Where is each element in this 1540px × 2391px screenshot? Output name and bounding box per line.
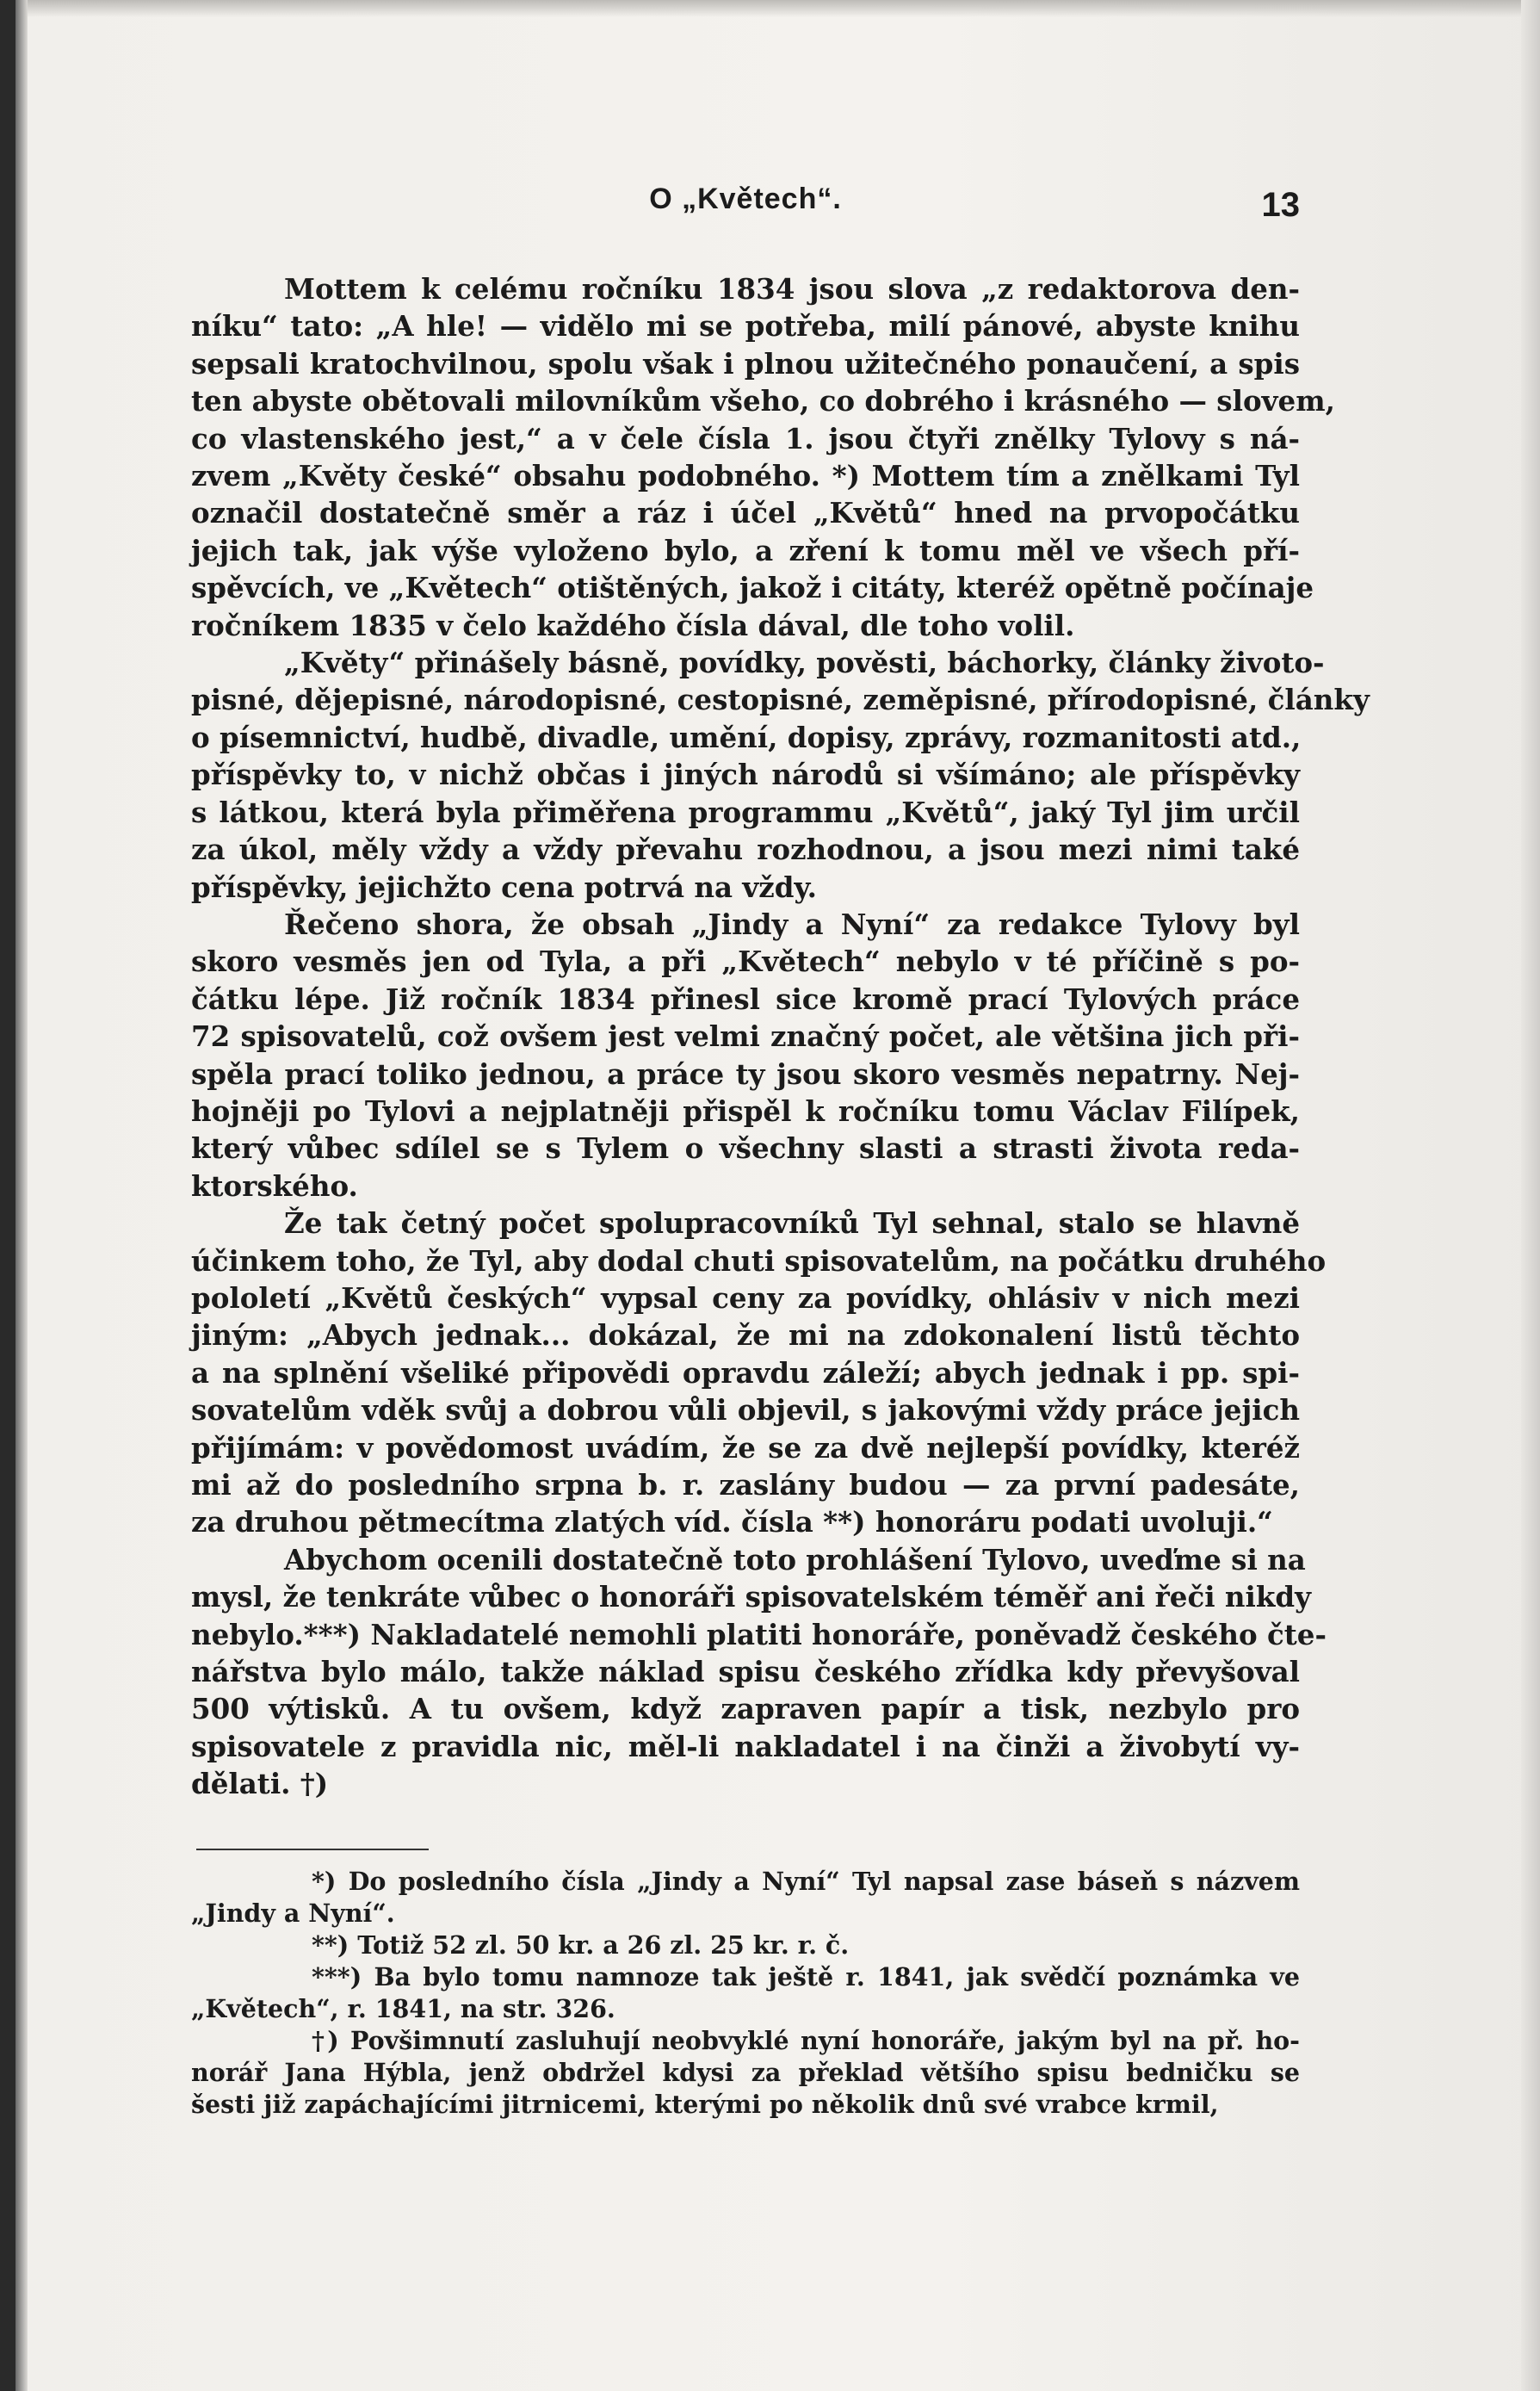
body-text: [191, 270, 1370, 1803]
text-line: jiným: „Abych jednak... dokázal, že mi na zdokonalení listů těchto: [191, 1318, 1300, 1353]
page-right-edge: [1521, 0, 1540, 2391]
footnotes: [191, 1866, 1300, 2121]
text-line: který vůbec sdílel se s Tylem o všechny slasti a strasti života reda-: [191, 1131, 1300, 1166]
footnote-line: ***) Ba bylo tomu namnoze tak ještě r. 1841, jak svědčí poznámka ve: [312, 1962, 1300, 1991]
footnote: [191, 1866, 1300, 1930]
text-line: 72 spisovatelů, což ovšem jest velmi značný počet, ale většina jich při-: [191, 1019, 1300, 1054]
text-line: s látkou, která byla přiměřena programmu „Květů“, jaký Tyl jim určil: [191, 795, 1300, 829]
footnote-line: †) Povšimnutí zasluhují neobvyklé nyní honoráře, jakým byl na př. ho-: [312, 2026, 1300, 2055]
footnote-line: „Květech“, r. 1841, na str. 326.: [191, 1994, 615, 2023]
text-line: sovatelům vděk svůj a dobrou vůli objevil, s jakovými vždy práce jejich: [191, 1393, 1300, 1428]
page-number: 13: [1261, 186, 1300, 224]
footnote-line: norář Jana Hýbla, jenž obdržel kdysi za překlad většího spisu bedničku se: [191, 2058, 1300, 2087]
paragraph: [191, 1205, 1327, 1541]
text-line: a na splnění všeliké připovědi opravdu záleží; abych jednak i pp. spi-: [191, 1355, 1300, 1390]
footnote: [191, 1961, 1300, 2025]
text-line: za druhou pětmecítma zlatých víd. čísla **) honoráru podati uvoluji.“: [191, 1505, 1273, 1539]
footnote-line: *) Do posledního čísla „Jindy a Nyní“ Tyl napsal zase báseň s názvem: [312, 1867, 1300, 1896]
text-line: účinkem toho, že Tyl, aby dodal chuti spisovatelům, na počátku druhého: [191, 1243, 1327, 1278]
text-line: příspěvky to, v nichž občas i jiných národů si všímáno; ale příspěvky: [191, 758, 1300, 792]
text-line: Řečeno shora, že obsah „Jindy a Nyní“ za redakce Tylovy byl: [284, 907, 1300, 941]
text-line: ten abyste obětovali milovníkům všeho, co dobrého i krásného — slovem,: [191, 384, 1335, 418]
text-line: sepsali kratochvilnou, spolu však i plnou užitečného ponaučení, a spis: [191, 346, 1300, 381]
book-spine-edge: [0, 0, 15, 2391]
text-line: za úkol, měly vždy a vždy převahu rozhodnou, a jsou mezi nimi také: [191, 833, 1300, 867]
text-line: co vlastenského jest,“ a v čele čísla 1. jsou čtyři znělky Tylovy s ná-: [191, 421, 1300, 455]
footnote-line: „Jindy a Nyní“.: [191, 1899, 395, 1928]
text-line: spisovatele z pravidla nic, měl-li nakladatel i na činži a živobytí vy-: [191, 1729, 1300, 1763]
text-line: označil dostatečně směr a ráz i účel „Květů“ hned na prvopočátku: [191, 496, 1300, 530]
footnote: [191, 2025, 1300, 2121]
text-line: zvem „Květy české“ obsahu podobného. *) Mottem tím a znělkami Tyl: [191, 459, 1300, 493]
text-line: ročníkem 1835 v čelo každého čísla dával, dle toho volil.: [191, 608, 1075, 642]
text-line: jejich tak, jak výše vyloženo bylo, a zření k tomu měl ve všech pří-: [191, 533, 1300, 567]
footnote-separator: [196, 1849, 429, 1850]
book-gutter-shadow: [15, 0, 28, 2391]
text-line: čátku lépe. Již ročník 1834 přinesl sice kromě prací Tylových práce: [191, 982, 1300, 1016]
text-line: pololetí „Květů českých“ vypsal ceny za povídky, ohlásiv v nich mezi: [191, 1280, 1300, 1315]
running-title: O „Květech“.: [649, 183, 842, 215]
text-line: níku“ tato: „A hle! — vidělo mi se potřeba, milí pánové, abyste knihu: [191, 309, 1300, 344]
scan-top-shadow: [0, 0, 1540, 17]
text-line: o písemnictví, hudbě, divadle, umění, dopisy, zprávy, rozmanitosti atd.,: [191, 720, 1302, 754]
text-line: 500 výtisků. A tu ovšem, když zapraven papír a tisk, nezbylo pro: [191, 1692, 1300, 1726]
page-header: [191, 183, 1300, 232]
text-line: spěvcích, ve „Květech“ otištěných, jakož i citáty, kteréž opětně počínaje: [191, 571, 1314, 605]
text-line: pisné, dějepisné, národopisné, cestopisné, zeměpisné, přírodopisné, články: [191, 683, 1370, 717]
text-line: skoro vesměs jen od Tyla, a při „Květech“ nebylo v té příčině s po-: [191, 945, 1300, 979]
text-line: nářstva bylo málo, takže náklad spisu českého zřídka kdy převyšoval: [191, 1655, 1300, 1689]
text-line: „Květy“ přinášely básně, povídky, pověsti, báchorky, články životo-: [284, 646, 1325, 680]
text-line: příspěvky, jejichžto cena potrvá na vždy.: [191, 870, 817, 904]
text-line: hojněji po Tylovi a nejplatněji přispěl k ročníku tomu Václav Filípek,: [191, 1093, 1300, 1128]
footnote-line: **) Totiž 52 zl. 50 kr. a 26 zl. 25 kr. r. č.: [312, 1930, 850, 1960]
footnote: [191, 1930, 1300, 1961]
paragraph: [191, 1541, 1327, 1803]
text-line: nebylo.***) Nakladatelé nemohli platiti honoráře, poněvadž českého čte-: [191, 1617, 1327, 1651]
paragraph: [191, 644, 1370, 906]
text-line: Abychom ocenili dostatečně toto prohlášení Tylovo, uveďme si na: [284, 1542, 1306, 1576]
paragraph: [191, 906, 1300, 1205]
text-line: přijímám: v povědomost uvádím, že se za dvě nejlepší povídky, kteréž: [191, 1430, 1300, 1465]
text-line: Že tak četný počet spolupracovníků Tyl sehnal, stalo se hlavně: [284, 1206, 1300, 1241]
footnote-line: šesti již zapáchajícími jitrnicemi, kterými po několik dnů své vrabce krmil,: [191, 2090, 1219, 2119]
text-line: ktorského.: [191, 1168, 358, 1203]
text-line: dělati. †): [191, 1767, 329, 1801]
text-line: spěla prací toliko jednou, a práce ty jsou skoro vesměs nepatrny. Nej-: [191, 1056, 1300, 1091]
text-line: mi až do posledního srpna b. r. zaslány budou — za první padesáte,: [191, 1468, 1300, 1502]
text-line: mysl, že tenkráte vůbec o honoráři spisovatelském téměř ani řeči nikdy: [191, 1580, 1312, 1614]
paragraph: [191, 270, 1335, 644]
text-line: Mottem k celému ročníku 1834 jsou slova „z redaktorova den-: [284, 272, 1300, 306]
